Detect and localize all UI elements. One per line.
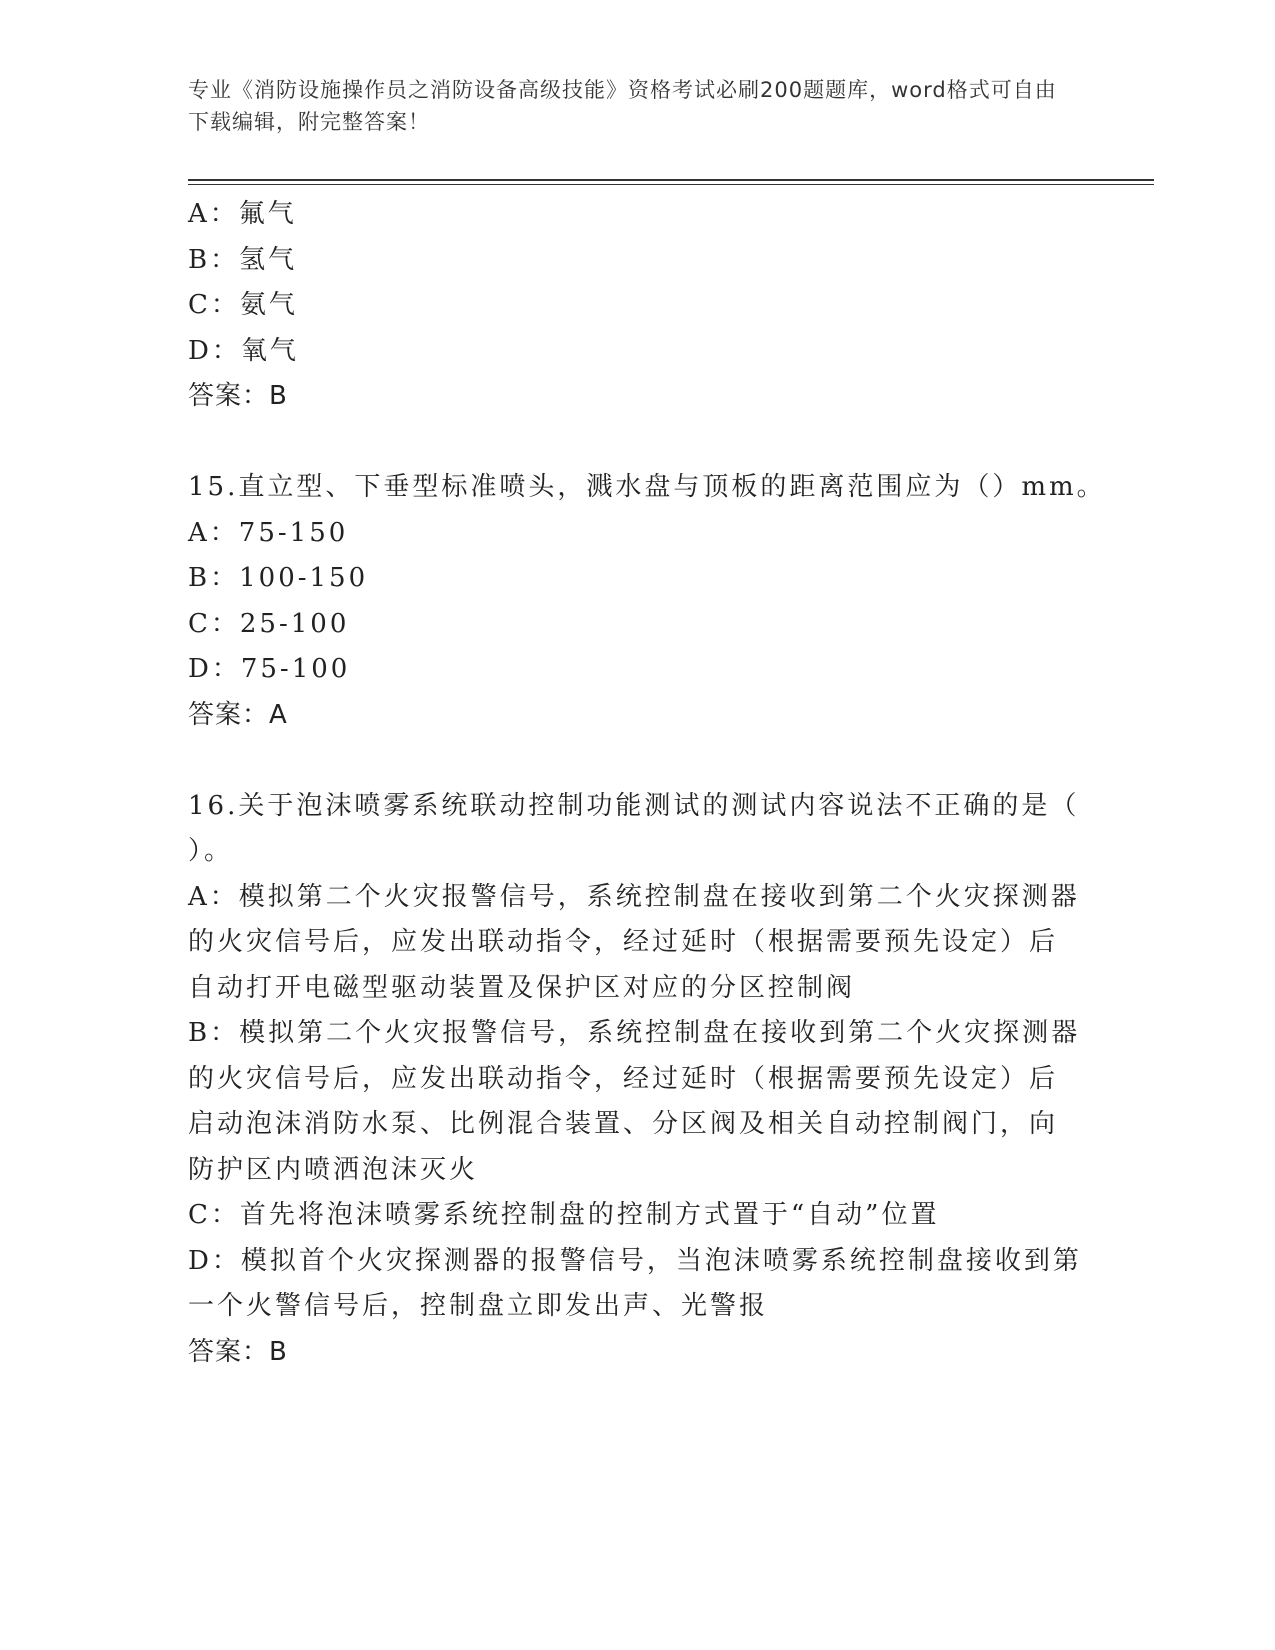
option-d: D：75-100 (188, 654, 351, 684)
document-header: 专业《消防设施操作员之消防设备高级技能》资格考试必刷200题题库，word格式可自由下载编辑，附完整答案！ (188, 78, 1057, 134)
answer-line: 答案：A (188, 699, 288, 730)
option-b-continued: 的火灾信号后，应发出联动指令，经过延时（根据需要预先设定）后 (188, 1063, 1059, 1094)
answer-line: 答案：B (188, 381, 288, 411)
spacer (188, 738, 1078, 784)
header-rule-thin (188, 184, 1154, 185)
option-a-continued: 自动打开电磁型驱动装置及保护区对应的分区控制阀 (188, 972, 856, 1003)
option-a: A：氟气 (188, 199, 297, 229)
question-stem-continued: ）。 (188, 836, 234, 866)
option-d: D：模拟首个火灾探测器的报警信号，当泡沫喷雾系统控制盘接收到第 (188, 1245, 1082, 1276)
option-d: D：氧气 (188, 335, 299, 366)
question-stem: 16.关于泡沫喷雾系统联动控制功能测试的测试内容说法不正确的是（ (188, 790, 1080, 821)
document-content (188, 192, 1106, 1375)
spacer (188, 420, 1078, 466)
option-c: C：首先将泡沫喷雾系统控制盘的控制方式置于“自动”位置 (188, 1200, 940, 1230)
option-c: C：氨气 (188, 290, 298, 320)
option-d-continued: 一个火警信号后，控制盘立即发出声、光警报 (188, 1291, 769, 1321)
option-a: A：75-150 (188, 517, 349, 548)
question-16-block (188, 784, 1082, 1376)
question-stem: 15.直立型、下垂型标准喷头，溅水盘与顶板的距离范围应为（）mm。 (188, 472, 1106, 502)
option-b: B：氢气 (188, 244, 298, 275)
option-b: B：模拟第二个火灾报警信号，系统控制盘在接收到第二个火灾探测器 (188, 1018, 1081, 1048)
option-b-continued: 防护区内喷洒泡沫灭火 (188, 1154, 479, 1185)
answer-line: 答案：B (188, 1336, 288, 1367)
option-b: B：100-150 (188, 563, 369, 593)
option-a: A：模拟第二个火灾报警信号，系统控制盘在接收到第二个火灾探测器 (188, 881, 1080, 912)
header-rule-thick (188, 179, 1154, 181)
option-a-continued: 的火灾信号后，应发出联动指令，经过延时（根据需要预先设定）后 (188, 927, 1059, 957)
question-14-block (188, 192, 1078, 420)
question-15-block (188, 465, 1106, 738)
option-c: C：25-100 (188, 608, 350, 639)
option-b-continued: 启动泡沫消防水泵、比例混合装置、分区阀及相关自动控制阀门，向 (188, 1109, 1059, 1139)
